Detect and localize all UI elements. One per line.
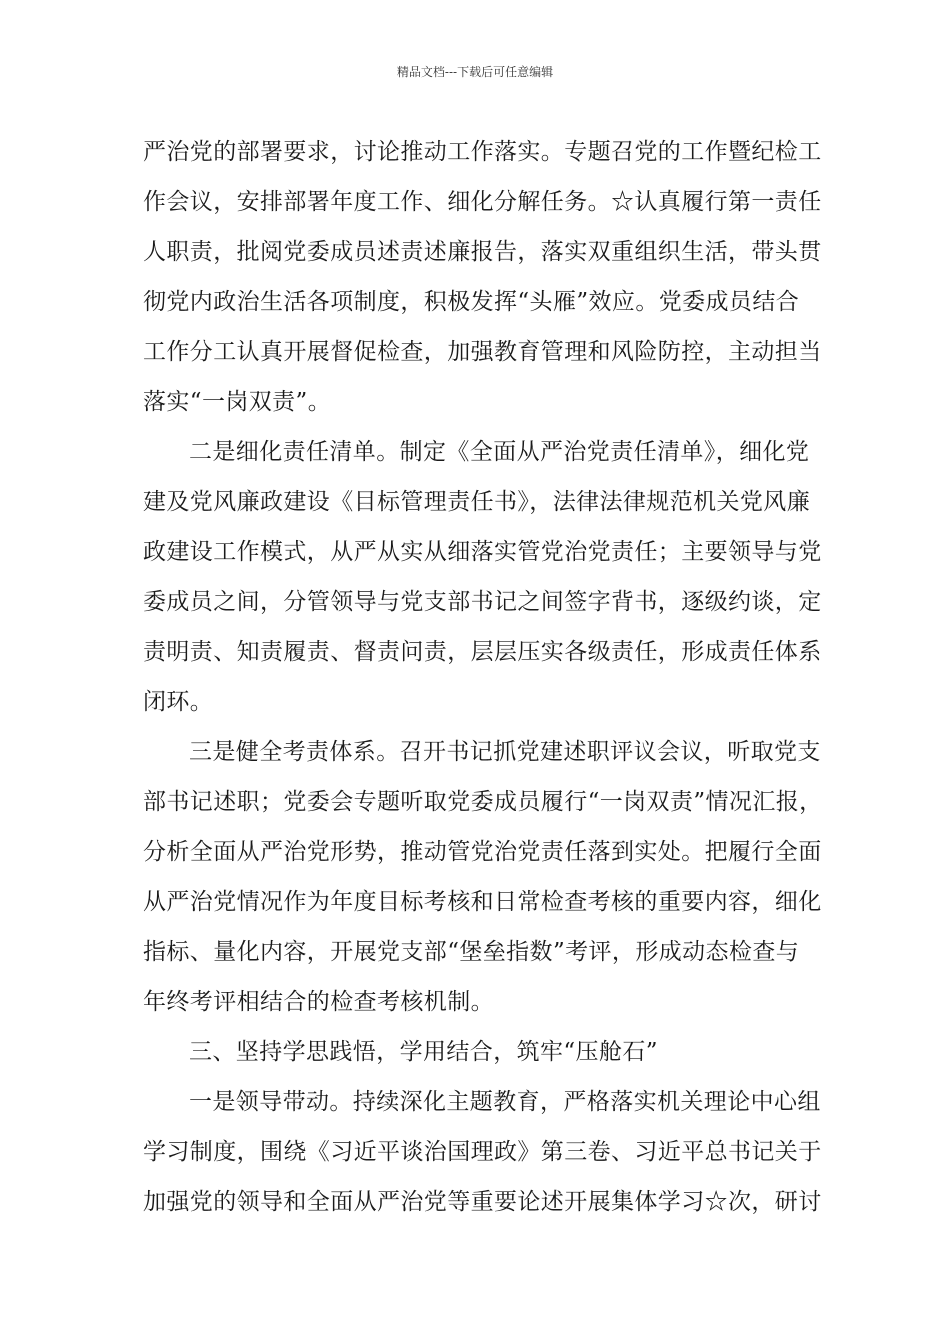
- text-line: 分析全面从严治党形势，推动管党治党责任落到实处。把履行全面: [143, 839, 822, 865]
- text-line: 学习制度，围绕《习近平谈治国理政》第三卷、习近平总书记关于: [143, 1139, 822, 1165]
- page-header-watermark: 精品文档---下载后可任意编辑: [396, 65, 554, 79]
- text-line: 闭环。: [143, 689, 214, 715]
- text-line: 责明责、知责履责、督责问责，层层压实各级责任，形成责任体系: [143, 639, 822, 665]
- text-line: 从严治党情况作为年度目标考核和日常检查考核的重要内容，细化: [143, 889, 822, 915]
- text-line: 政建设工作模式，从严从实从细落实管党治党责任；主要领导与党: [143, 539, 822, 565]
- text-line: 人职责，批阅党委成员述责述廉报告，落实双重组织生活，带头贯: [143, 239, 822, 265]
- text-line: 工作分工认真开展督促检查，加强教育管理和风险防控，主动担当: [143, 339, 822, 365]
- text-line: 加强党的领导和全面从严治党等重要论述开展集体学习☆次，研讨: [143, 1189, 822, 1215]
- text-line: 委成员之间，分管领导与党支部书记之间签字背书，逐级约谈，定: [143, 589, 822, 615]
- text-line: 彻党内政治生活各项制度，积极发挥“头雁”效应。党委成员结合: [143, 289, 800, 315]
- text-line: 年终考评相结合的检查考核机制。: [143, 989, 494, 1015]
- text-line: 指标、量化内容，开展党支部“堡垒指数”考评，形成动态检查与: [143, 939, 800, 965]
- document-body: [143, 127, 823, 1227]
- text-line: 二是细化责任清单。制定《全面从严治党责任清单》，细化党: [189, 439, 810, 465]
- text-line: 三、坚持学思践悟，学用结合，筑牢“压舱石”: [189, 1039, 658, 1065]
- text-line: 作会议，安排部署年度工作、细化分解任务。☆认真履行第一责任: [143, 189, 822, 215]
- text-line: 三是健全考责体系。召开书记抓党建述职评议会议，听取党支: [189, 739, 821, 765]
- text-line: 建及党风廉政建设《目标管理责任书》，法律法律规范机关党风廉: [143, 489, 811, 515]
- text-line: 落实“一岗双责”。: [143, 389, 332, 415]
- text-line: 部书记述职；党委会专题听取党委成员履行“一岗双责”情况汇报，: [143, 789, 823, 815]
- text-line: 一是领导带动。持续深化主题教育，严格落实机关理论中心组: [189, 1089, 821, 1115]
- text-line: 严治党的部署要求，讨论推动工作落实。专题召党的工作暨纪检工: [143, 139, 822, 165]
